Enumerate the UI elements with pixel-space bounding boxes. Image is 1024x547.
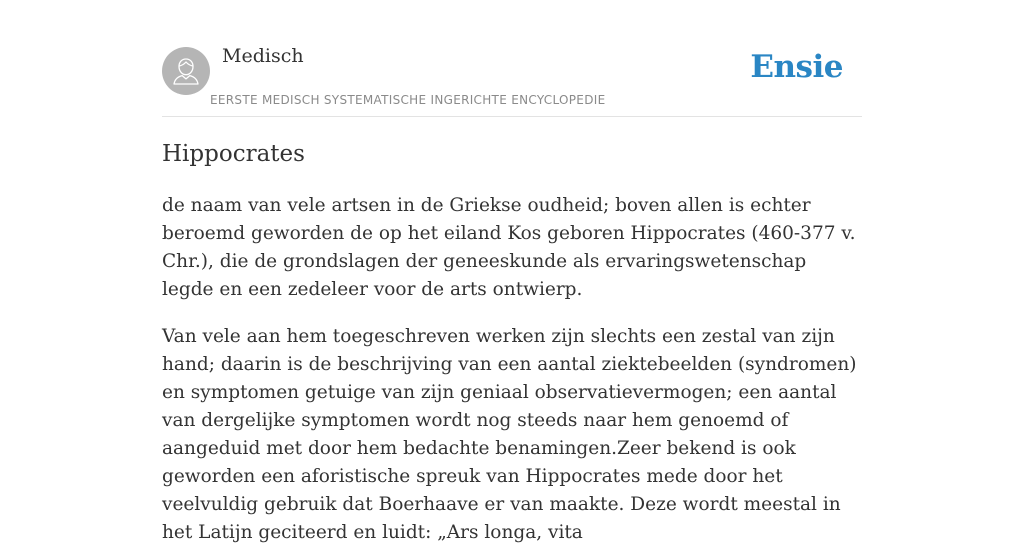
source-name[interactable]: Medisch <box>222 45 304 67</box>
article-paragraph: de naam van vele artsen in de Griekse oudheid; boven allen is echter beroemd geworden de op het eiland Kos geboren Hippocrates (460-377 v. Chr.), die de grondslagen der geneeskunde als ervaringswetenschap legde en een zedeleer voor de arts ontwierp. <box>162 195 856 300</box>
source-avatar[interactable] <box>162 47 210 95</box>
ensie-logo[interactable]: Ensie <box>750 49 843 85</box>
article <box>162 138 862 547</box>
user-silhouette-icon <box>162 47 210 95</box>
article-title: Hippocrates <box>162 141 305 167</box>
article-paragraph: Van vele aan hem toegeschreven werken zijn slechts een zestal van zijn hand; daarin is de beschrijving van een aantal ziektebeelden (syndromen) en symptomen getuige van zijn geniaal observatievermogen; een aantal van dergelijke symptomen wordt nog steeds naar hem genoemd of aangeduid met door hem bedachte benamingen.Zeer bekend is ook geworden een aforistische spreuk van Hippocrates mede door het veelvuldig gebruik dat Boerhaave er van maakte. Deze wordt meestal in het Latijn geciteerd en luidt: „Ars longa, vita <box>162 326 857 543</box>
source-subtitle: EERSTE MEDISCH SYSTEMATISCHE INGERICHTE ENCYCLOPEDIE <box>210 93 606 107</box>
header <box>162 0 862 117</box>
